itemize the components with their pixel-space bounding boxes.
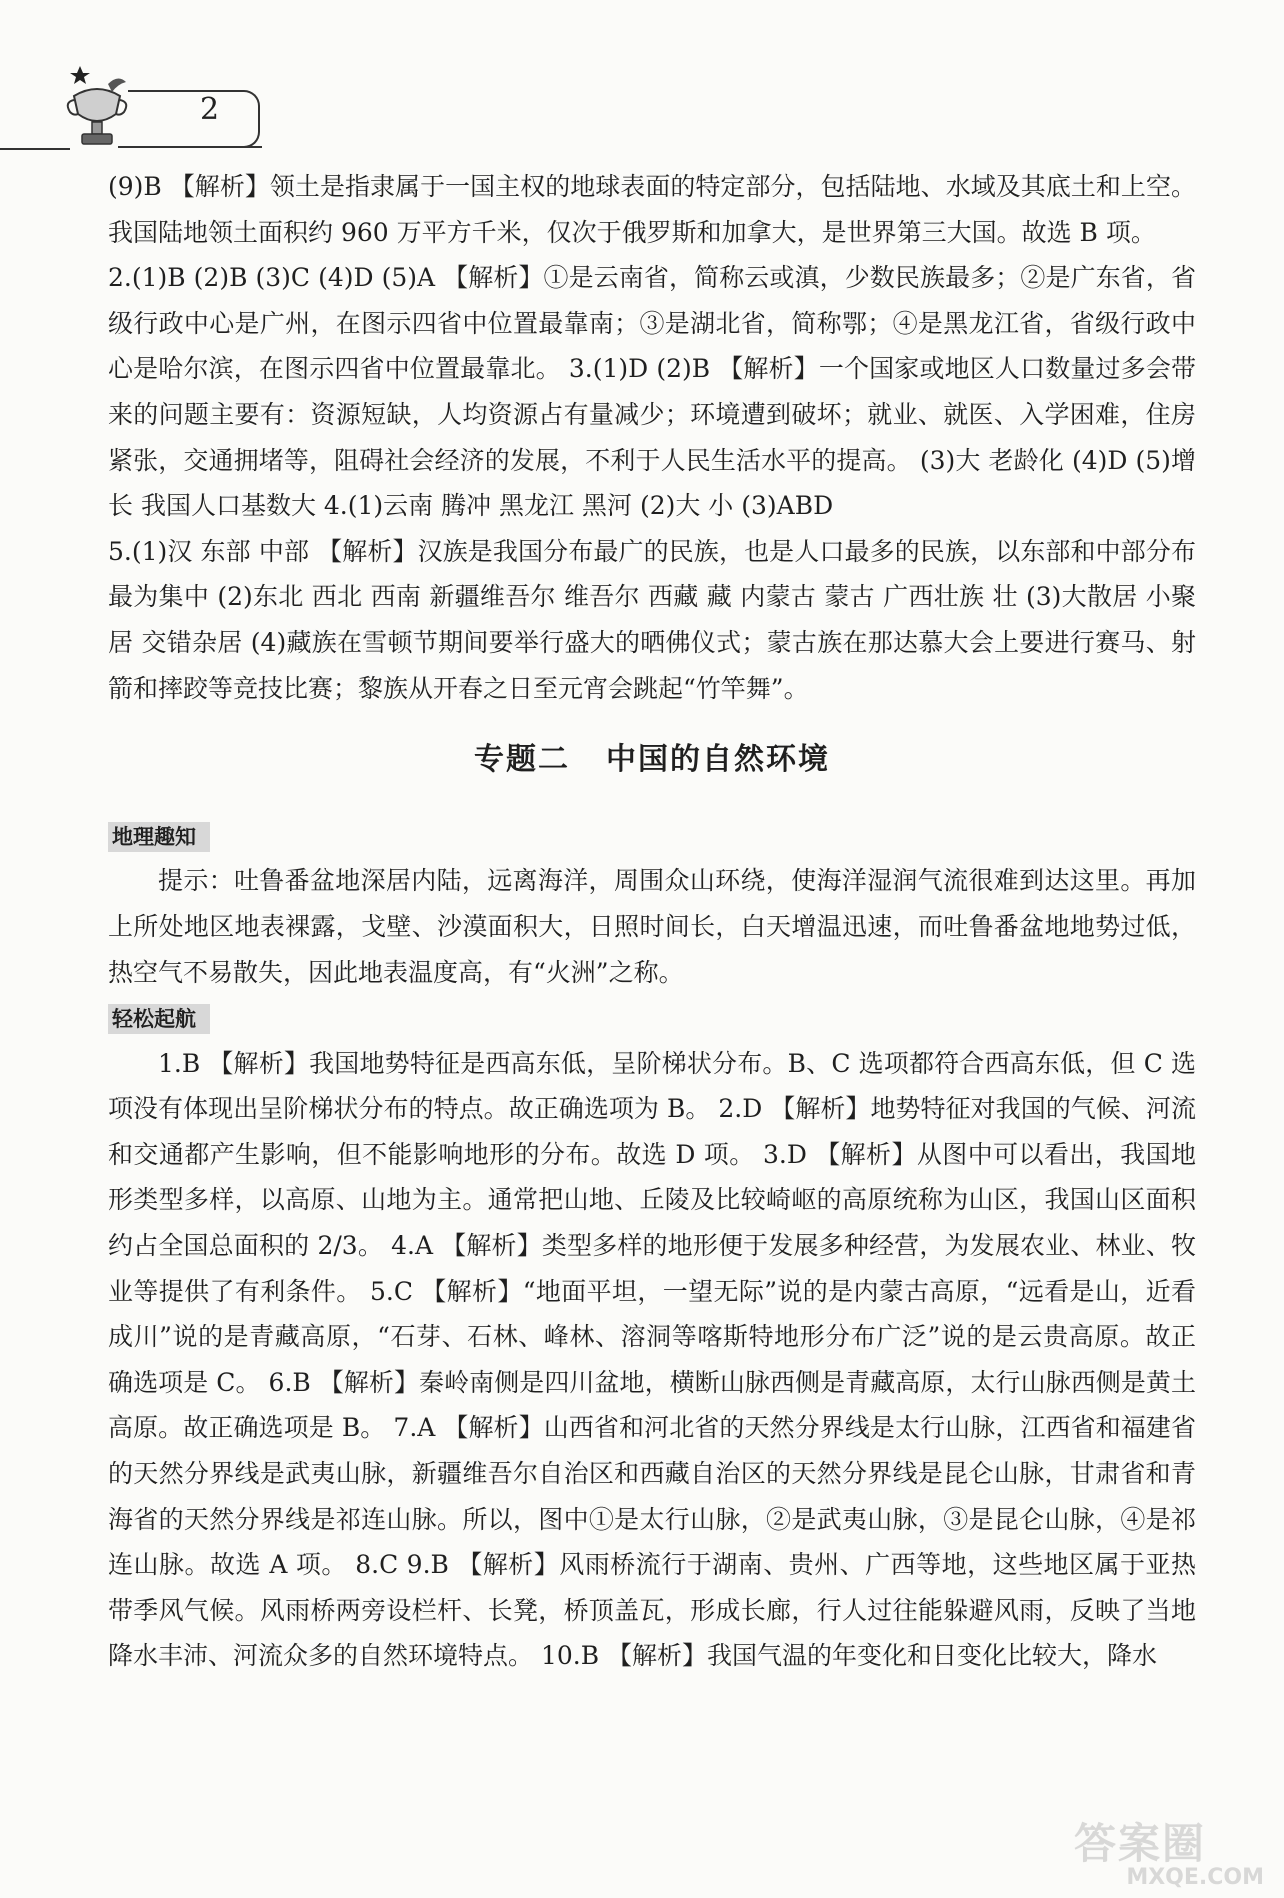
- section-title: [108, 737, 1196, 783]
- watermark-logo: [1074, 1819, 1264, 1892]
- page-number-tab: [128, 90, 260, 148]
- header-rule-left: [0, 148, 70, 150]
- answer-paragraph-3: 5.(1)汉 东部 中部 【解析】汉族是我国分布最广的民族，也是人口最多的民族，以东部和中部分布最为集中 (2)东北 西北 西南 新疆维吾尔 维吾尔 西藏 藏 内蒙古 蒙古 广西壮族 壮 (3)大散居 小聚居 交错杂居 (4)藏族在雪顿节期间要举行盛大的晒佛仪式；蒙古族在那达慕大会上要进行赛马、射箭和摔跤等竞技比赛；黎族从开春之日至元宵会跳起“竹竿舞”。: [108, 536, 1196, 703]
- page-number: 2: [200, 92, 220, 127]
- watermark-url: MXQE.COM: [1126, 1865, 1264, 1890]
- answer-paragraph-1: (9)B 【解析】领土是指隶属于一国主权的地球表面的特定部分，包括陆地、水域及其底土和上空。我国陆地领土面积约 960 万平方千米，仅次于俄罗斯和加拿大，是世界第三大国。故选 B 项。: [108, 172, 1196, 247]
- label-fun-facts: 地理趣知: [108, 822, 210, 852]
- label-easy-start: 轻松起航: [108, 1004, 210, 1034]
- watermark-text: 答案圈: [1074, 1819, 1207, 1868]
- page-header: [0, 62, 280, 152]
- section-name: 中国的自然环境: [606, 742, 830, 778]
- page-body: [108, 164, 1196, 1679]
- answer-paragraph-2: 2.(1)B (2)B (3)C (4)D (5)A 【解析】①是云南省，简称云或滇，少数民族最多；②是广东省，省级行政中心是广州，在图示四省中位置最靠南；③是湖北省，简称鄂；④是黑龙江省，省级行政中心是哈尔滨，在图示四省中位置最靠北。 3.(1)D (2)B 【解析】一个国家或地区人口数量过多会带来的问题主要有：资源短缺，人均资源占有量减少；环境遭到破坏；就业、就医、入学困难，住房紧张，交通拥堵等，阻碍社会经济的发展，不利于人民生活水平的提高。 (3)大 老龄化 (4)D (5)增长 我国人口基数大 4.(1)云南 腾冲 黑龙江 黑河 (2)大 小 (3)ABD: [108, 263, 1196, 521]
- section-number: 专题二: [474, 742, 570, 778]
- trophy-icon: [62, 62, 132, 152]
- header-rule-bottom: [118, 146, 262, 148]
- fun-facts-paragraph: 提示：吐鲁番盆地深居内陆，远离海洋，周围众山环绕，使海洋湿润气流很难到达这里。再加上所处地区地表裸露，戈壁、沙漠面积大，日照时间长，白天增温迅速，而吐鲁番盆地地势过低，热空气不易散失，因此地表温度高，有“火洲”之称。: [108, 866, 1196, 987]
- easy-start-paragraph: 1.B 【解析】我国地势特征是西高东低，呈阶梯状分布。B、C 选项都符合西高东低，但 C 选项没有体现出呈阶梯状分布的特点。故正确选项为 B。 2.D 【解析】地势特征对我国的气候、河流和交通都产生影响，但不能影响地形的分布。故选 D 项。 3.D 【解析】从图中可以看出，我国地形类型多样，以高原、山地为主。通常把山地、丘陵及比较崎岖的高原统称为山区，我国山区面积约占全国总面积的 2/3。 4.A 【解析】类型多样的地形便于发展多种经营，为发展农业、林业、牧业等提供了有利条件。 5.C 【解析】“地面平坦，一望无际”说的是内蒙古高原，“远看是山，近看成川”说的是青藏高原，“石芽、石林、峰林、溶洞等喀斯特地形分布广泛”说的是云贵高原。故正确选项是 C。 6.B 【解析】秦岭南侧是四川盆地，横断山脉西侧是青藏高原，太行山脉西侧是黄土高原。故正确选项是 B。 7.A 【解析】山西省和河北省的天然分界线是太行山脉，江西省和福建省的天然分界线是武夷山脉，新疆维吾尔自治区和西藏自治区的天然分界线是昆仑山脉，甘肃省和青海省的天然分界线是祁连山脉。所以，图中①是太行山脉，②是武夷山脉，③是昆仑山脉，④是祁连山脉。故选 A 项。 8.C 9.B 【解析】风雨桥流行于湖南、贵州、广西等地，这些地区属于亚热带季风气候。风雨桥两旁设栏杆、长凳，桥顶盖瓦，形成长廊，行人过往能躲避风雨，反映了当地降水丰沛、河流众多的自然环境特点。 10.B 【解析】我国气温的年变化和日变化比较大，降水: [108, 1048, 1196, 1671]
